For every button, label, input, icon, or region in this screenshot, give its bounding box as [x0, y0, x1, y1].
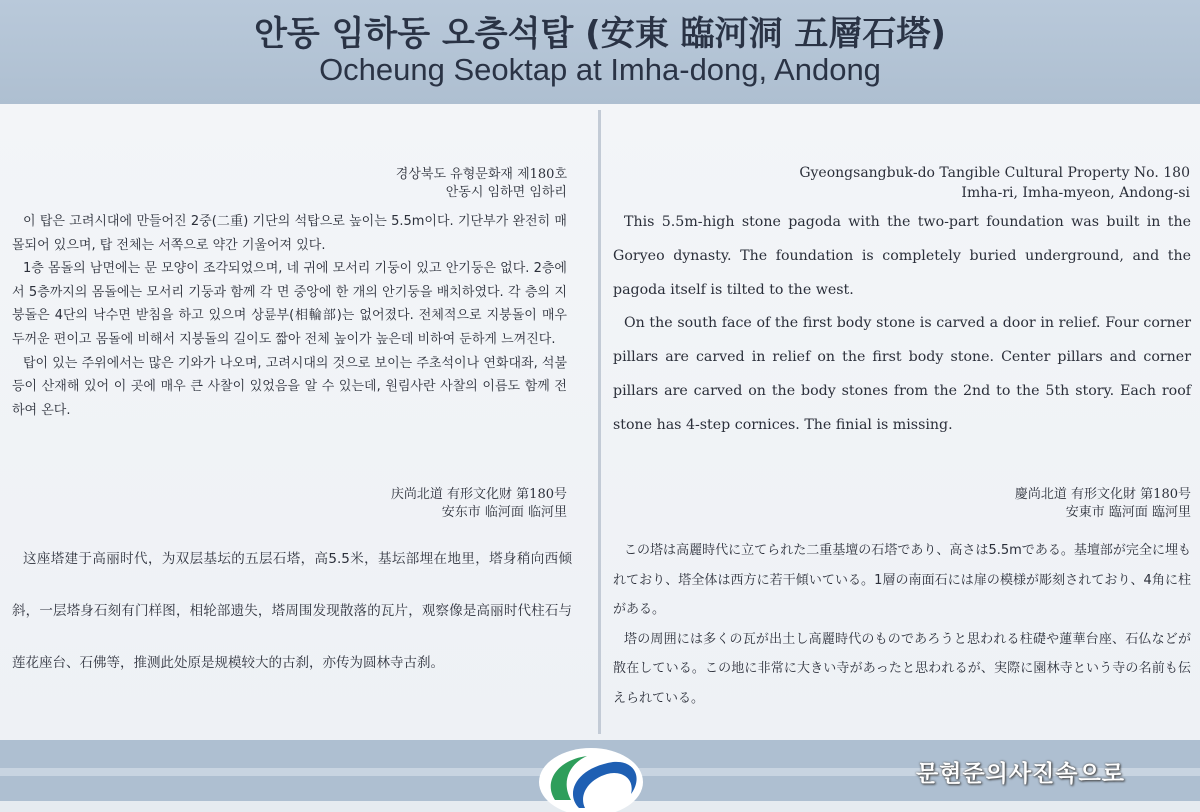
sign-header — [0, 0, 1200, 104]
title-korean: 안동 임하동 오층석탑 (安東 臨河洞 五層石塔) — [254, 14, 946, 54]
korean-paragraph: 탑이 있는 주위에서는 많은 기와가 나오며, 고려시대의 것으로 보이는 주초석이나 연화대좌, 석불 등이 산재해 있어 이 곳에 매우 큰 사찰이 있었음을 알 수 있는데, 원림사란 사찰의 이름도 함께 전하여 온다. — [12, 355, 567, 418]
english-location: Imha-ri, Imha-myeon, Andong-si — [961, 185, 1190, 201]
english-designation: Gyeongsangbuk-do Tangible Cultural Property No. 180 — [799, 165, 1190, 181]
chinese-designation: 庆尚北道 有形文化财 第180号 — [390, 487, 567, 502]
japanese-description — [613, 536, 1191, 713]
korean-designation: 경상북도 유형문화재 제180호 — [395, 167, 567, 182]
chinese-paragraph: 这座塔建于高丽时代，为双层基坛的五层石塔，高5.5米，基坛部埋在地里，塔身稍向西倾斜，一层塔身石刻有门样图，相轮部遗失，塔周围发现散落的瓦片，观察像是高丽时代柱石与莲花座台、石佛等，推测此处原是规模较大的古刹，亦传为圆林寺古刹。 — [12, 551, 572, 671]
english-paragraph: On the south face of the first body stone is carved a door in relief. Four corner pillars are carved in relief on the first body stone. Center pillars and corner pillars are carved on the body stones from the 2nd to the 5th story. Each roof stone has 4-step cornices. The finial is missing. — [613, 315, 1191, 433]
chinese-description — [12, 533, 572, 689]
photographer-watermark: 문현준의사진속으로 — [916, 761, 1125, 787]
korean-paragraph: 이 탑은 고려시대에 만들어진 2중(二重) 기단의 석탑으로 높이는 5.5m이다. 기단부가 완전히 매몰되어 있으며, 탑 전체는 서쪽으로 약간 기울어져 있다. — [12, 214, 567, 253]
chinese-location: 安东市 临河面 临河里 — [441, 505, 567, 520]
korean-location: 안동시 임하면 임하리 — [445, 185, 567, 200]
english-paragraph: This 5.5m-high stone pagoda with the two-part foundation was built in the Goryeo dynasty. The foundation is completely buried underground, and the pagoda itself is tilted to the west. — [613, 214, 1191, 298]
english-designation-block — [700, 163, 1190, 203]
korean-description — [12, 210, 567, 422]
japanese-designation: 慶尚北道 有形文化財 第180号 — [1014, 487, 1191, 502]
english-description — [613, 206, 1191, 443]
japanese-designation-block — [900, 486, 1191, 522]
column-divider — [598, 110, 601, 734]
japanese-paragraph: 塔の周囲には多くの瓦が出土し高麗時代のものであろうと思われる柱礎や蓮華台座、石仏などが散在している。この地に非常に大きい寺があったと思われるが、実際に園林寺という寺の名前も伝えられている。 — [613, 631, 1191, 706]
japanese-location: 安東市 臨河面 臨河里 — [1065, 505, 1191, 520]
title-english: Ocheung Seoktap at Imha-dong, Andong — [319, 52, 881, 87]
emblem-logo-icon — [535, 742, 647, 812]
korean-designation-block — [300, 166, 567, 202]
chinese-designation-block — [300, 486, 567, 522]
japanese-paragraph: この塔は高麗時代に立てられた二重基壇の石塔であり、高さは5.5mである。基壇部が完全に埋もれており、塔全体は西方に若干傾いている。1層の南面石には扉の模様が彫刻されており、4角に柱がある。 — [613, 543, 1191, 617]
korean-paragraph: 1층 몸돌의 남면에는 문 모양이 조각되었으며, 네 귀에 모서리 기둥이 있고 안기둥은 없다. 2층에서 5층까지의 몸돌에는 모서리 기둥과 함께 각 면 중앙에 한 개의 안기둥을 배치하였다. 각 층의 지붕돌은 4단의 낙수면 받침을 하고 있으며 상륜부(相輪部)는 없어졌다. 전체적으로 지붕돌이 매우 두꺼운 편이고 몸돌에 비해서 지붕돌의 길이도 짧아 전체 높이가 높은데 비하여 둔하게 느껴진다. — [12, 261, 567, 347]
